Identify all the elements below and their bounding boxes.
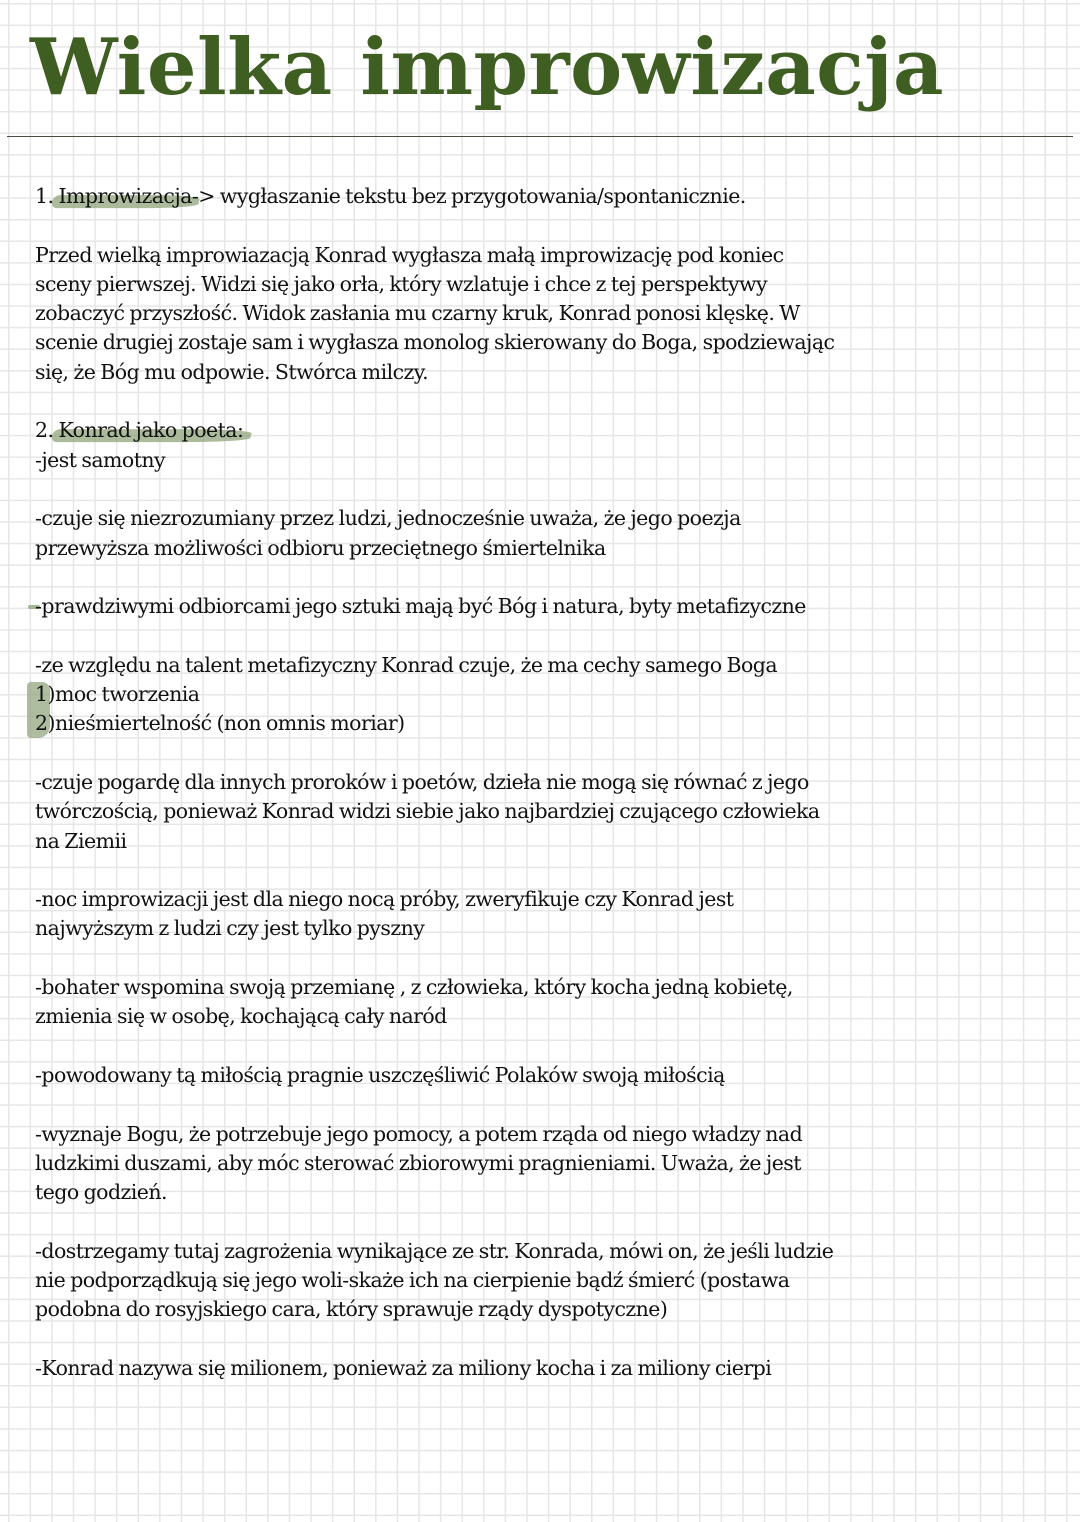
sub-item-marker: 2 [35, 711, 48, 736]
bullet-point: -ze względu na talent metafizyczny Konrad czuje, że ma cechy samego Boga 1)moc tworzenia 2)nieśmiertelność (non omnis moriar) [35, 651, 1045, 739]
bullet-point: -Konrad nazywa się milionem, ponieważ za miliony kocha i za miliony cierpi [35, 1355, 772, 1380]
section-2-heading [35, 416, 1045, 445]
sub-item-marker: 1 [35, 682, 48, 707]
bullet-point: -dostrzegamy tutaj zagrożenia wynikające ze str. Konrada, mówi on, że jeśli ludzie nie podporządkują się jego woli-skaże ich na cierpienie bądź śmierć (postawa podobna do rosyjskiego cara, który sprawuje rządy dyspotyczne) [35, 1238, 834, 1322]
title-divider [7, 136, 1073, 137]
bullet-point: -jest samotny [35, 447, 166, 472]
paragraph-line: sceny pierwszej. Widzi się jako orła, który wzlatuje i chce z tej perspektywy [35, 271, 768, 296]
bullet-point: -noc improwizacji jest dla niego nocą próby, zweryfikuje czy Konrad jest najwyższym z ludzi czy jest tylko pyszny [35, 887, 734, 941]
highlighted-term: Improwizacja [58, 182, 191, 211]
paragraph-line: zobaczyć przyszłość. Widok zasłania mu czarny kruk, Konrad ponosi klęskę. W [35, 301, 800, 326]
paragraph-line: scenie drugiej zostaje sam i wygłasza monolog skierowany do Boga, spodziewając [35, 330, 835, 355]
paragraph-line: się, że Bóg mu odpowie. Stwórca milczy. [35, 359, 429, 384]
page-title: Wielka improwizacja [30, 22, 945, 113]
section-number: 1. [35, 184, 59, 208]
term-definition: -> wygłaszanie tekstu bez przygotowania/spontanicznie. [191, 184, 746, 208]
bullet-point: -powodowany tą miłością pragnie uszczęśliwić Polaków swoją miłością [35, 1062, 725, 1087]
section-1-heading [35, 182, 1045, 211]
numbered-sub-item: 2)nieśmiertelność (non omnis moriar) [35, 711, 405, 736]
notes-body [35, 182, 1045, 1383]
bullet-point: -prawdziwymi odbiorcami jego sztuki mają być Bóg i natura, byty metafizyczne [35, 594, 806, 619]
numbered-sub-item: 1)moc tworzenia [35, 682, 200, 707]
bullet-point: -czuje się niezrozumiany przez ludzi, jednocześnie uważa, że jego poezja przewyższa możliwości odbioru przeciętnego śmiertelnika [35, 506, 741, 560]
bullet-point: -czuje pogardę dla innych proroków i poetów, dzieła nie mogą się równać z jego twórczością, ponieważ Konrad widzi siebie jako najbardziej czującego człowieka na Ziemii [35, 769, 820, 853]
section-number: 2. [35, 418, 59, 443]
paragraph-line: Przed wielką improwiazacją Konrad wygłasza małą improwizację pod koniec [35, 242, 784, 267]
highlighted-heading: Konrad jako poeta: [58, 416, 243, 445]
section-1-paragraph [35, 241, 1045, 387]
bullet-point: -bohater wspomina swoją przemianę , z człowieka, który kocha jedną kobietę, zmienia się w osobę, kochającą cały naród [35, 975, 793, 1029]
bullet-point: -wyznaje Bogu, że potrzebuje jego pomocy, a potem rząda od niego władzy nad ludzkimi duszami, aby móc sterować zbiorowymi pragnieniami. Uważa, że jest tego godzień. [35, 1121, 803, 1205]
